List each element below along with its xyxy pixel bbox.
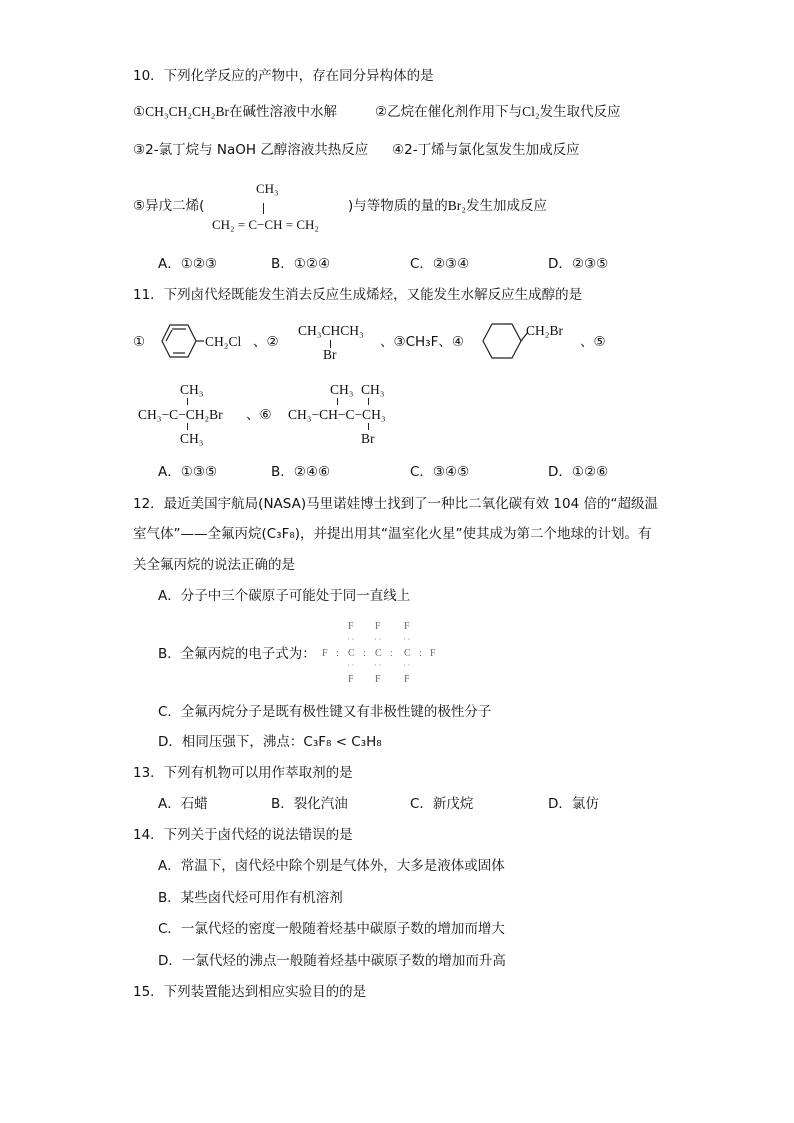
q11-s6-bond1 [337, 398, 338, 405]
q11-s5-top: CH₃ [180, 382, 204, 397]
q11-option-c[interactable]: C．③④⑤ [410, 464, 470, 480]
q14-option-a[interactable]: A．常温下，卤代烃中除个别是气体外，大多是液体或固体 [158, 858, 505, 874]
q12-line1: 12．最近美国宇航局(NASA)马里诺娃博士找到了一种比二氧化碳有效 104 倍的“超级温 [133, 496, 658, 512]
q14-stem: 14．下列关于卤代烃的说法错误的是 [133, 827, 353, 843]
ef-c-2: C [375, 648, 382, 659]
q11-option-d[interactable]: D．①②⑥ [548, 464, 609, 480]
q10-item1-text: 在碱性溶液中水解 [229, 104, 337, 120]
ef-dots-4: · · [347, 661, 355, 670]
ef-f-bot2: F [375, 674, 381, 685]
ef-dots-1: · · [347, 635, 355, 644]
q13-option-a[interactable]: A．石蜡 [158, 796, 208, 812]
q10-item-4: ④2-丁烯与氯化氢发生加成反应 [392, 142, 580, 158]
ef-f-left: F [322, 648, 328, 659]
q11-s6-top2: CH₃ [361, 382, 385, 397]
q14-option-c[interactable]: C．一氯代烃的密度一般随着烃基中碳原子数的增加而增大 [158, 921, 505, 937]
ef-c-1: C [348, 648, 355, 659]
q15-stem: 15．下列装置能达到相应实验目的的是 [133, 984, 367, 1000]
ef-colon-1: : [336, 648, 339, 659]
q10-item-3: ③2-氯丁烷与 NaOH 乙醇溶液共热反应 [133, 142, 369, 158]
ef-f-right: F [430, 648, 436, 659]
q10-item5-tail: 发生加成反应 [466, 198, 547, 214]
benzene-ring-icon [152, 319, 204, 363]
q11-s4: CH₂Br [526, 323, 563, 338]
ef-f-bot1: F [348, 674, 354, 685]
q13-option-c[interactable]: C．新戊烷 [410, 796, 474, 812]
cyclohexane-ring-icon [478, 318, 528, 364]
ef-c-3: C [404, 648, 411, 659]
q11-n1: ① [133, 334, 146, 350]
q10-option-d[interactable]: D．②③⑤ [548, 256, 609, 272]
q11-stem: 11．下列卤代烃既能发生消去反应生成烯烃，又能发生水解反应生成醇的是 [133, 287, 583, 303]
q12-line3: 关全氟丙烷的说法正确的是 [133, 557, 295, 573]
q14-option-b[interactable]: B．某些卤代烃可用作有机溶剂 [158, 890, 343, 906]
q13-option-b[interactable]: B．裂化汽油 [271, 796, 348, 812]
q11-s5-bond-down [187, 423, 188, 430]
q11-s6-mid: CH₃−CH−C−CH₃ [288, 407, 386, 422]
q11-sep2: 、③CH₃F、④ [380, 334, 464, 350]
q13-stem: 13．下列有机物可以用作萃取剂的是 [133, 765, 353, 781]
ef-colon-2: : [363, 648, 366, 659]
q10-option-b[interactable]: B．①②④ [271, 256, 331, 272]
q11-s5-mid: CH₃−C−CH₂Br [138, 407, 223, 422]
q11-sep5: 、⑥ [246, 407, 272, 423]
isoprene-bond [263, 203, 264, 214]
q10-stem: 10．下列化学反应的产物中，存在同分异构体的是 [133, 68, 434, 84]
q10-item5-post-text: )与等物质的量的 [348, 198, 448, 214]
q11-option-a[interactable]: A．①③⑤ [158, 464, 218, 480]
q12-option-d[interactable]: D．相同压强下，沸点：C₃F₈ < C₃H₈ [158, 734, 382, 750]
q10-item2-tail: 发生取代反应 [539, 104, 621, 120]
ef-dots-3: · · [403, 635, 411, 644]
q11-sep1: 、② [253, 334, 279, 350]
q11-s5-bot: CH₃ [180, 431, 204, 446]
q10-option-a[interactable]: A．①②③ [158, 256, 218, 272]
q12-option-a[interactable]: A．分子中三个碳原子可能处于同一直线上 [158, 588, 411, 604]
ef-dots-2: · · [374, 635, 382, 644]
q10-item2-formula: Cl₂ [522, 104, 540, 119]
q11-s5-bond-up [187, 398, 188, 405]
q10-item2-text: 乙烷在催化剂作用下与 [387, 104, 523, 120]
q11-s6-top1: CH₃ [330, 382, 354, 397]
ef-colon-4: : [419, 648, 422, 659]
q10-item2-num: ② [375, 104, 388, 120]
ef-f-top1: F [348, 621, 354, 632]
q11-s2-br: Br [323, 347, 337, 362]
ef-colon-3: : [390, 648, 393, 659]
q10-item5-pre: ⑤异戊二烯( [133, 198, 205, 214]
q13-option-d[interactable]: D．氯仿 [548, 796, 599, 812]
electron-formula [318, 618, 448, 688]
q11-s1: CH₂Cl [205, 334, 242, 349]
q11-option-b[interactable]: B．②④⑥ [271, 464, 331, 480]
q11-sep4: 、⑤ [580, 334, 606, 350]
q10-item5-post [348, 197, 547, 215]
ef-dots-6: · · [403, 661, 411, 670]
q11-s2-top: CH₃CHCH₃ [298, 323, 364, 338]
ef-dots-5: · · [374, 661, 382, 670]
q11-s6-br: Br [361, 431, 375, 446]
q10-item1-num: ① [133, 104, 146, 120]
isoprene-chain: CH₂ = C−CH = CH₂ [212, 217, 319, 232]
q12-option-b[interactable]: B．全氟丙烷的电子式为： [158, 646, 316, 662]
q10-item-2 [375, 103, 621, 121]
q14-option-d[interactable]: D．一氯代烃的沸点一般随着烃基中碳原子数的增加而升高 [158, 953, 506, 969]
q11-s6-bond3 [368, 423, 369, 430]
q10-item-1 [133, 103, 337, 121]
ef-f-top2: F [375, 621, 381, 632]
ef-f-bot3: F [404, 674, 410, 685]
ef-f-top3: F [404, 621, 410, 632]
q11-s6-bond2 [368, 398, 369, 405]
q12-line2: 室气体”——全氟丙烷(C₃F₈)，并提出用其“温室化火星”使其成为第二个地球的计划。有 [133, 526, 652, 542]
isoprene-ch3: CH₃ [256, 181, 279, 196]
q10-item1-formula: CH₃CH₂CH₂Br [145, 104, 229, 119]
q10-item5-formula: Br₂ [447, 198, 466, 213]
q10-option-c[interactable]: C．②③④ [410, 256, 470, 272]
q12-option-c[interactable]: C．全氟丙烷分子是既有极性键又有非极性键的极性分子 [158, 704, 492, 720]
